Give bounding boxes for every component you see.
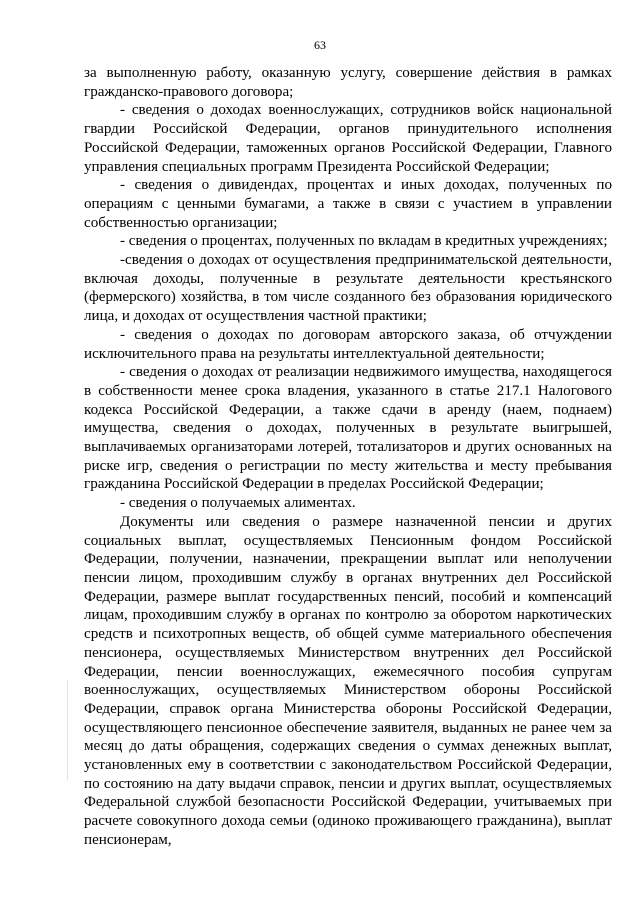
paragraph-deposit-interest: - сведения о процентах, полученных по вкладам в кредитных учреждениях; (120, 233, 608, 250)
paragraph-business-income: -сведения о доходах от осуществления предпринимательской деятельности, включая доходы, полученные в результате деятельности крестьянского (фермерского) хозяйства, в том числе созданного без образования юридического лица, и доходах от осуществления частной практики; (84, 252, 612, 325)
paragraph-authors-contracts: - сведения о доходах по договорам авторского заказа, об отчуждении исключительного права на результаты интеллектуальной деятельности; (84, 326, 612, 362)
paragraph-dividends: - сведения о дивидендах, процентах и иных доходах, полученных по операциям с ценными бумагами, а также в связи с участием в управлении собственностью организации; (84, 177, 612, 231)
paragraph-property-sale: - сведения о доходах от реализации недвижимого имущества, находящегося в собственности менее срока владения, указанного в статье 217.1 Налогового кодекса Российской Федерации, а также сдачи в аренду (наем, поднаем) имущества, сведения о доходах, полученных в результате выигрышей, выплачиваемых организаторами лотерей, тотализаторов и других основанных на риске игр, сведения о регистрации по месту жительства и месту пребывания гражданина Российской Федерации в пределах Российской Федерации; (84, 364, 612, 493)
page-number: 63 (314, 38, 326, 52)
paragraph-alimony: - сведения о получаемых алиментах. (120, 495, 356, 512)
paragraph-pension-documents: Документы или сведения о размере назначенной пенсии и других социальных выплат, осуществляемых Пенсионным фондом Российской Федерации, получении, назначении, прекращении выплат или неполучении пенсии лицом, проходившим службу в органах внутренних дел Российской Федерации, размере выплат государственных пенсий, пособий и компенсаций лицам, проходившим службу в органах по контролю за оборотом наркотических средств и психотропных веществ, об общей сумме материального обеспечения пенсионера, осуществляемых Министерством внутренних дел Российской Федерации, пенсии военнослужащих, ежемесячного пособия супругам военнослужащих, осуществляемых Министерством обороны Российской Федерации, справок органа Министерства обороны Российской Федерации, осуществляющего пенсионное обеспечение заявителя, выданных не ранее чем за месяц до даты обращения, содержащих сведения о суммах денежных выплат, установленных ему в соответствии с законодательством Российской Федерации, по состоянию на дату выдачи справок, пенсии и других выплат, осуществляемых Федеральной службой безопасности Российской Федерации, учитываемых при расчете совокупного дохода семьи (одиноко проживающего гражданина), выплат пенсионерам, (84, 513, 612, 848)
paragraph-military-income: - сведения о доходах военнослужащих, сотрудников войск национальной гвардии Российской Федерации, органов принудительного исполнения Российской Федерации, таможенных органов Российской Федерации, Главного управления специальных программ Президента Российской Федерации; (84, 102, 612, 175)
scan-artifact-line (67, 680, 68, 780)
paragraph-contract-continuation: за выполненную работу, оказанную услугу, совершение действия в рамках гражданско-правового договора; (84, 65, 612, 100)
document-body (84, 64, 612, 850)
